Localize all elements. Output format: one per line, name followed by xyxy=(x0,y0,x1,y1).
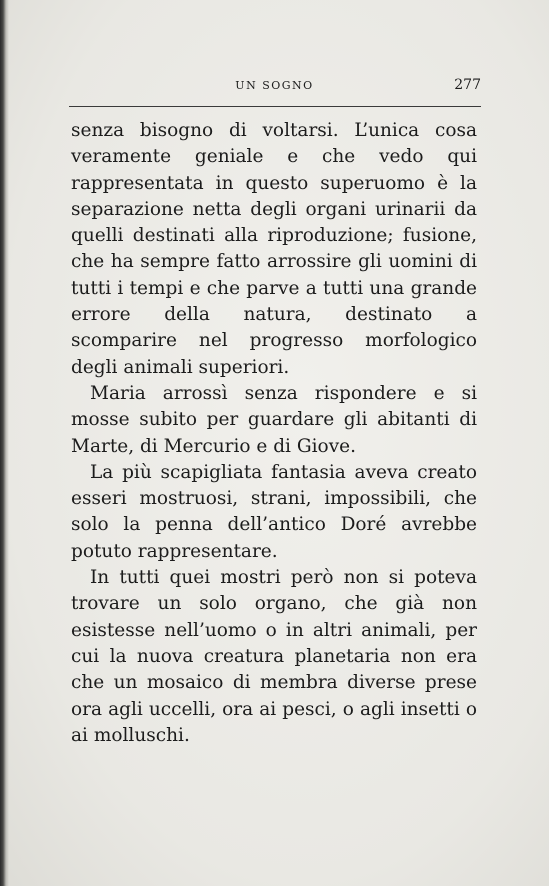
body-text xyxy=(71,118,477,749)
running-title: UN SOGNO xyxy=(235,79,314,92)
paragraph: La più scapigliata fantasia aveva creato esseri mostruosi, strani, impossibili, che solo la penna dell’antico Doré avrebbe potuto rappresentare. xyxy=(71,461,477,562)
page-number: 277 xyxy=(454,77,481,93)
paragraph: senza bisogno di voltarsi. L’unica cosa veramente geniale e che vedo qui rappresentata in questo superuomo è la separazione netta degli organi urinarii da quelli destinati alla riproduzione; fusione, che ha sempre fatto arrossire gli uomini di tutti i tempi e che parve a tutti una grande errore della natura, destinato a scomparire nel progresso morfologico degli animali superiori. xyxy=(71,120,477,378)
header-rule xyxy=(69,106,481,107)
running-head xyxy=(0,77,549,97)
paragraph: Maria arrossì senza rispondere e si mosse subito per guardare gli abitanti di Marte, di Mercurio e di Giove. xyxy=(71,382,477,457)
paragraph: In tutti quei mostri però non si poteva trovare un solo organo, che già non esistesse nell’uomo o in altri animali, per cui la nuova creatura planetaria non era che un mosaico di membra diverse prese ora agli uccelli, ora ai pesci, o agli insetti o ai molluschi. xyxy=(71,567,477,746)
book-binding-edge xyxy=(0,0,9,886)
